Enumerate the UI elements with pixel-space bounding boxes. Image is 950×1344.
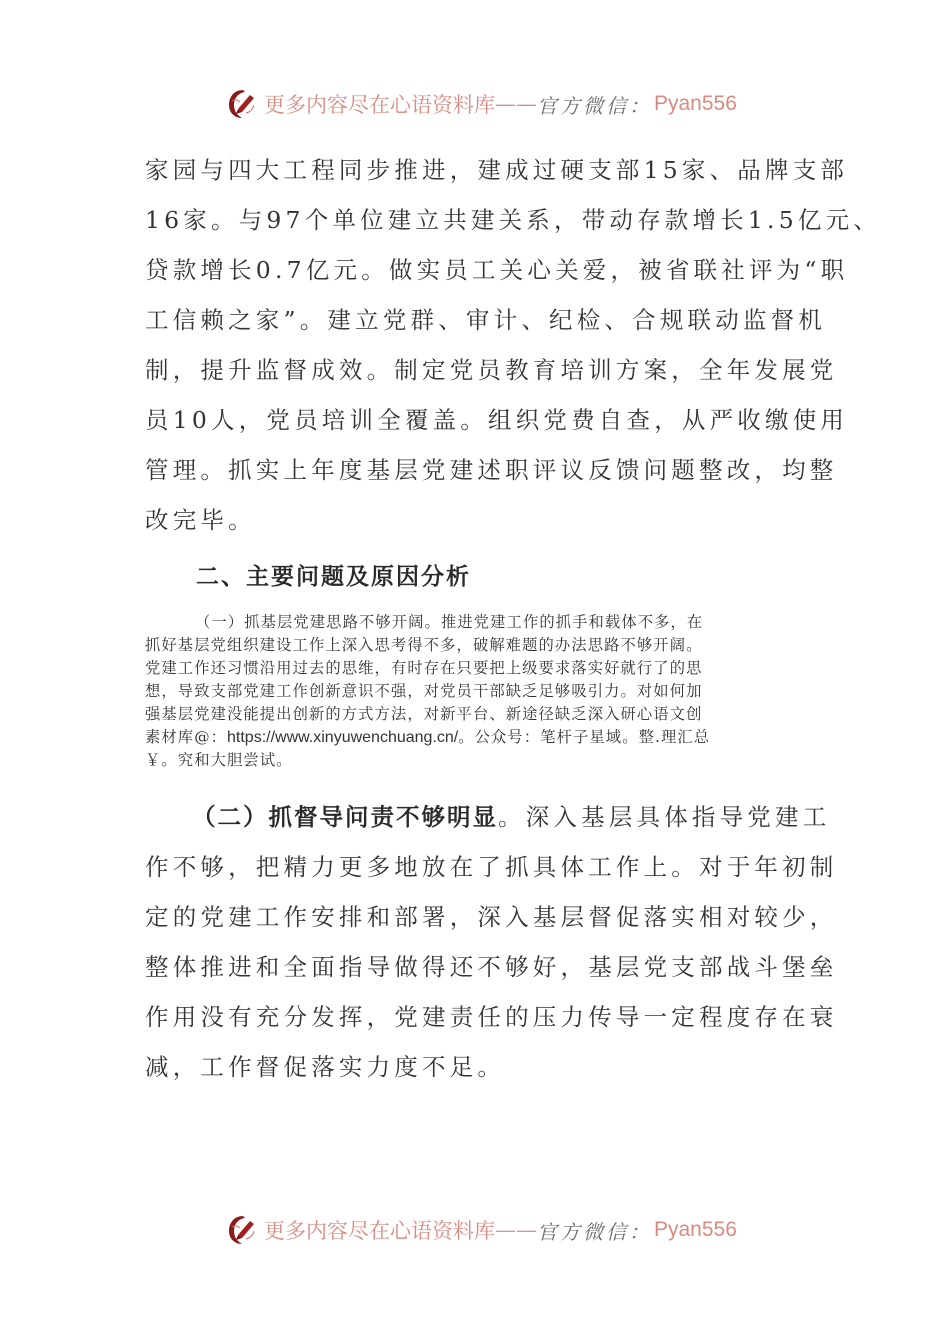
watermark-dash: —— <box>495 1218 537 1242</box>
watermark-main-text: 更多内容尽在心语资料库 <box>264 1219 495 1243</box>
text-line: 减，工作督促落实力度不足。 <box>145 1053 506 1081</box>
footer-watermark <box>226 1212 737 1248</box>
text-rest: 。深入基层具体指导党建工 <box>498 803 831 831</box>
text-line: 抓好基层党组织建设工作上深入思考得不多，破解难题的办法思路不够开阔。 <box>145 636 703 654</box>
text-line: 改完毕。 <box>145 506 256 534</box>
header-watermark <box>226 86 737 122</box>
text-line: 强基层党建没能提出创新的方式方法，对新平台、新途径缺乏深入研心语文创 <box>145 705 703 723</box>
text-line: 作不够，把精力更多地放在了抓具体工作上。对于年初制 <box>145 853 838 881</box>
watermark-main-text: 更多内容尽在心语资料库 <box>264 93 495 117</box>
text-line: 定的党建工作安排和部署，深入基层督促落实相对较少， <box>145 903 838 931</box>
text-suffix: 。公众号：笔杆子星域。整.理汇总 <box>458 728 711 746</box>
watermark-wechat-id: Pyan556 <box>654 92 737 115</box>
text-line: 作用没有充分发挥，党建责任的压力传导一定程度存在衰 <box>145 1003 838 1031</box>
text-prefix: 素材库@： <box>145 728 227 746</box>
watermark-wechat-label: 官方微信： <box>537 93 652 118</box>
quill-pen-logo-icon <box>226 1213 260 1247</box>
text-line: （一）抓基层党建思路不够开阔。推进党建工作的抓手和载体不多，在 <box>195 613 704 631</box>
text-line: 家园与四大工程同步推进，建成过硬支部15家、品牌支部 <box>145 156 849 184</box>
text-line: ￥。究和大胆尝试。 <box>145 751 293 769</box>
text-line: 管理。抓实上年度基层党建述职评议反馈问题整改，均整 <box>145 456 838 484</box>
text-line <box>192 802 830 832</box>
watermark-dash: —— <box>495 92 537 116</box>
subsection-2-title: （二）抓督导问责不够明显 <box>192 803 498 831</box>
text-line <box>145 726 710 749</box>
text-line: 工信赖之家”。建立党群、审计、纪检、合规联动监督机 <box>145 306 827 334</box>
watermark-wechat-id: Pyan556 <box>654 1218 737 1241</box>
text-line: 整体推进和全面指导做得还不够好，基层党支部战斗堡垒 <box>145 953 838 981</box>
text-line: 16家。与97个单位建立共建关系，带动存款增长1.5亿元、 <box>145 206 881 234</box>
text-line: 员10人，党员培训全覆盖。组织党费自查，从严收缴使用 <box>145 406 849 434</box>
text-line: 贷款增长0.7亿元。做实员工关心关爱，被省联社评为“职 <box>145 256 849 284</box>
text-line: 党建工作还习惯沿用过去的思维，有时存在只要把上级要求落实好就行了的思 <box>145 659 703 677</box>
website-url-link[interactable]: https://www.xinyuwenchuang.cn/ <box>227 729 459 746</box>
text-line: 想，导致支部党建工作创新意识不强，对党员干部缺乏足够吸引力。对如何加 <box>145 682 703 700</box>
watermark-wechat-label: 官方微信： <box>537 1219 652 1244</box>
section-heading: 二、主要问题及原因分析 <box>196 564 471 590</box>
quill-pen-logo-icon <box>226 87 260 121</box>
text-line: 制，提升监督成效。制定党员教育培训方案，全年发展党 <box>145 356 838 384</box>
